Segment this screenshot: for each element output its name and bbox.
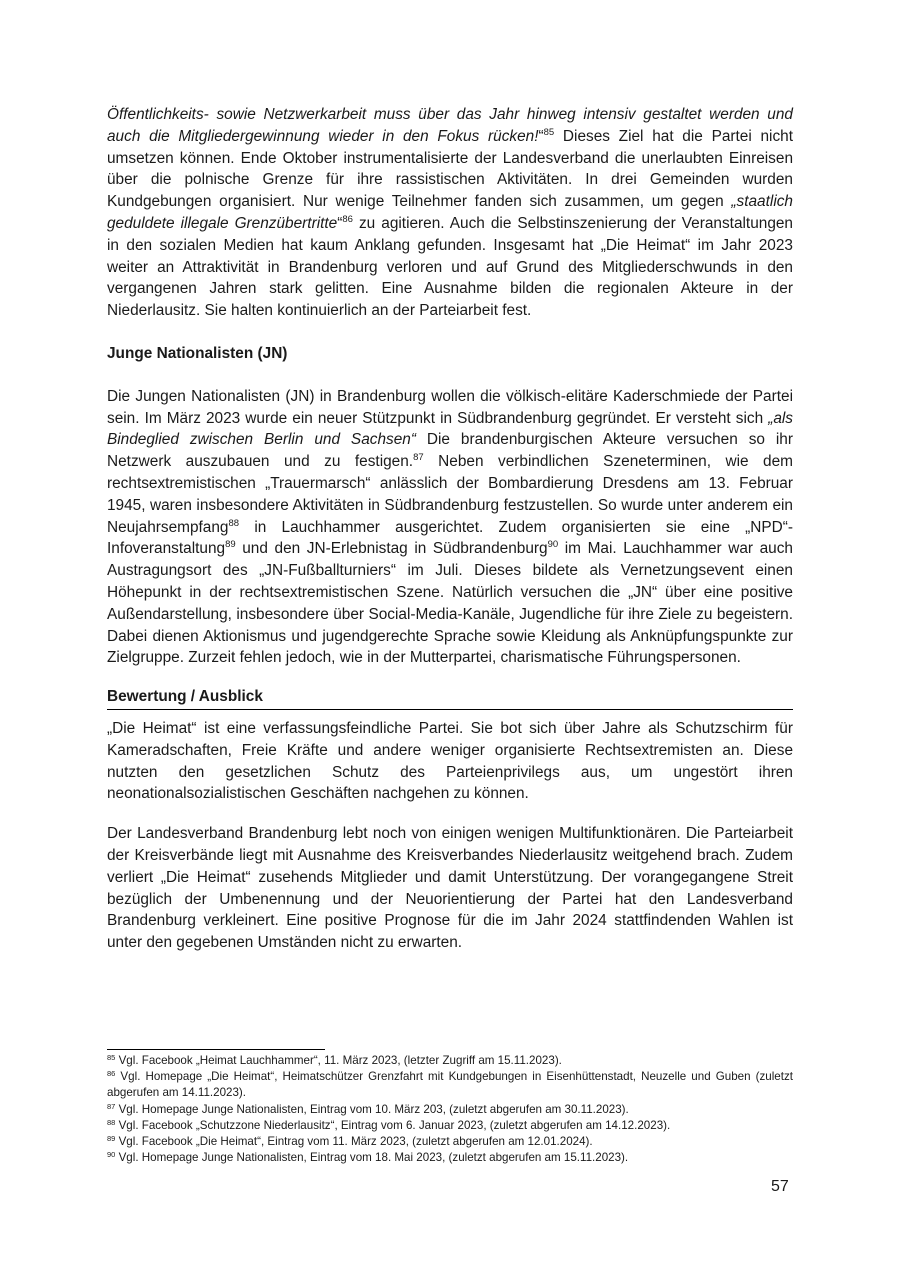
footnote-89: $^{89}$ Vgl. Facebook „Die Heimat“, Eintrag vom 11. März 2023, (zuletzt abgerufen am 12.01.2024). bbox=[107, 1134, 593, 1149]
footnote-88: $^{88}$ Vgl. Facebook „Schutzzone Niederlausitz“, Eintrag vom 6. Januar 2023, (zuletzt abgerufen am 14.12.2023). bbox=[107, 1117, 671, 1132]
footnote-ref-88[interactable]: 88 bbox=[228, 517, 240, 529]
footnote-ref-90[interactable]: 90 bbox=[547, 539, 559, 551]
paragraph-jn: Die Jungen Nationalisten (JN) in Brandenburg wollen die völkisch-elitäre Kaderschmiede der Partei sein. Im März 2023 wurde ein neuer Stützpunkt in Südbrandenburg gegründet. Er versteht sich „als Bindeglied zwischen Berlin und Sachsen“ Die brandenburgischen Akteure versuchen so ihr Netzwerk auszubauen und zu festigen.$^{87}$ Neben verbindlichen Szeneterminen, wie dem rechtsextremistischen „Trauermarsch“ anlässlich der Bombardierung Dresdens am 13. Februar 1945, waren insbesondere Aktivitäten in Südbrandenburg festzustellen. So wurde unter anderem ein Neujahrsempfang$^{88}$ in Lauchhammer ausgerichtet. Zudem organisierten sie eine „NPD“-Infoveranstaltung$^{89}$ und den JN-Erlebnistag in Südbrandenburg$^{90}$ im Mai. Lauchhammer war auch Austragungsort des „JN-Fußballturniers“ im Juli. Dieses bildete als Vernetzungsevent einen Höhepunkt in der rechtsextremistischen Szene. Natürlich versuchen die „JN“ über eine positive Außendarstellung, insbesondere über Social-Media-Kanäle, Jugendliche für ihre Ziele zu begeistern. Dabei dienen Aktionismus und jugendgerechte Sprache sowie Kleidung als Anknüpfungspunkte zur Zielgruppe. Zurzeit fehlen jedoch, wie in der Mutterpartei, charismatische Führungspersonen. bbox=[107, 387, 793, 667]
paragraph-heimat-summary: Öffentlichkeits- sowie Netzwerkarbeit muss über das Jahr hinweg intensiv gestaltet werden und auch die Mitgliedergewinnung wieder in den Fokus rücken!“$^{85}$ Dieses Ziel hat die Partei nicht umsetzen können. Ende Oktober instrumentalisierte der Landesverband die unerlaubten Einreisen über die polnische Grenze für ihre rassistischen Aktivitäten. In drei Gemeinden wurden Kundgebungen organisiert. Nur wenige Teilnehmer fanden sich zusammen, um gegen „staatlich geduldete illegale Grenzübertritte“$^{86}$ zu agitieren. Auch die Selbstinszenierung der Veranstaltungen in den sozialen Medien hat kaum Anklang gefunden. Insgesamt hat „Die Heimat“ im Jahr 2023 weiter an Attraktivität in Brandenburg verloren und auf Grund des Mitgliederschwunds in den vergangenen Jahren stark gelitten. Eine Ausnahme bilden die regionalen Akteure in der Niederlausitz. Sie halten kontinuierlich an der Parteiarbeit fest. bbox=[107, 106, 793, 320]
footnote-85: $^{85}$ Vgl. Facebook „Heimat Lauchhammer“, 11. März 2023, (letzter Zugriff am 15.11.2023). bbox=[107, 1053, 562, 1067]
footnote-90: $^{90}$ Vgl. Homepage Junge Nationalisten, Eintrag vom 18. Mai 2023, (zuletzt abgerufen am 15.11.2023). bbox=[107, 1150, 629, 1165]
footnote-ref-89[interactable]: 89 bbox=[225, 539, 236, 551]
paragraph-assessment-1: „Die Heimat“ ist eine verfassungsfeindliche Partei. Sie bot sich über Jahre als Schutzschirm für Kameradschaften, Freie Kräfte und andere weniger organisierte Rechtsextremisten an. Diese nutzten den gesetzlichen Schutz des Parteienprivilegs aus, um ungestört ihren neonationalsozialistischen Geschäften nachgehen zu können. bbox=[107, 719, 793, 803]
footnotes bbox=[107, 1053, 793, 1166]
italic-quote: „als Bindeglied zwischen Berlin und Sachsen“ bbox=[107, 409, 793, 449]
page-number: 57 bbox=[771, 1178, 789, 1195]
section-heading-jn: Junge Nationalisten (JN) bbox=[107, 344, 288, 362]
footnote-ref-86[interactable]: 86 bbox=[342, 213, 353, 225]
italic-quote: „staatlich geduldete illegale Grenzübertritte bbox=[107, 193, 793, 232]
italic-quote: Öffentlichkeits- sowie Netzwerkarbeit muss über das Jahr hinweg intensiv gestaltet werden und auch die Mitgliedergewinnung wieder in den Fokus rücken! bbox=[107, 106, 793, 145]
footnote-86: $^{86}$ Vgl. Homepage „Die Heimat“, Heimatschützer Grenzfahrt mit Kundgebungen in Eisenhüttenstadt, Neuzelle und Guben (zuletzt abgerufen am 14.11.2023). bbox=[107, 1069, 793, 1100]
section-heading-assessment: Bewertung / Ausblick bbox=[107, 686, 793, 710]
footnote-ref-87[interactable]: 87 bbox=[413, 452, 424, 464]
footnote-ref-85[interactable]: 85 bbox=[543, 126, 555, 138]
footnote-87: $^{87}$ Vgl. Homepage Junge Nationalisten, Eintrag vom 10. März 203, (zuletzt abgerufen am 30.11.2023). bbox=[107, 1101, 629, 1116]
footnote-separator bbox=[107, 1049, 325, 1050]
paragraph-assessment-2: Der Landesverband Brandenburg lebt noch von einigen wenigen Multifunktionären. Die Parteiarbeit der Kreisverbände liegt mit Ausnahme des Kreisverbandes Niederlausitz weitgehend brach. Zudem verliert „Die Heimat“ zusehends Mitglieder und damit Unterstützung. Der vorangegangene Streit bezüglich der Umbenennung und der Neuorientierung der Partei hat den Landesverband Brandenburg verkleinert. Eine positive Prognose für die im Jahr 2024 stattfindenden Wahlen ist unter den gegebenen Umständen nicht zu erwarten. bbox=[107, 825, 793, 952]
body-text bbox=[107, 104, 793, 954]
